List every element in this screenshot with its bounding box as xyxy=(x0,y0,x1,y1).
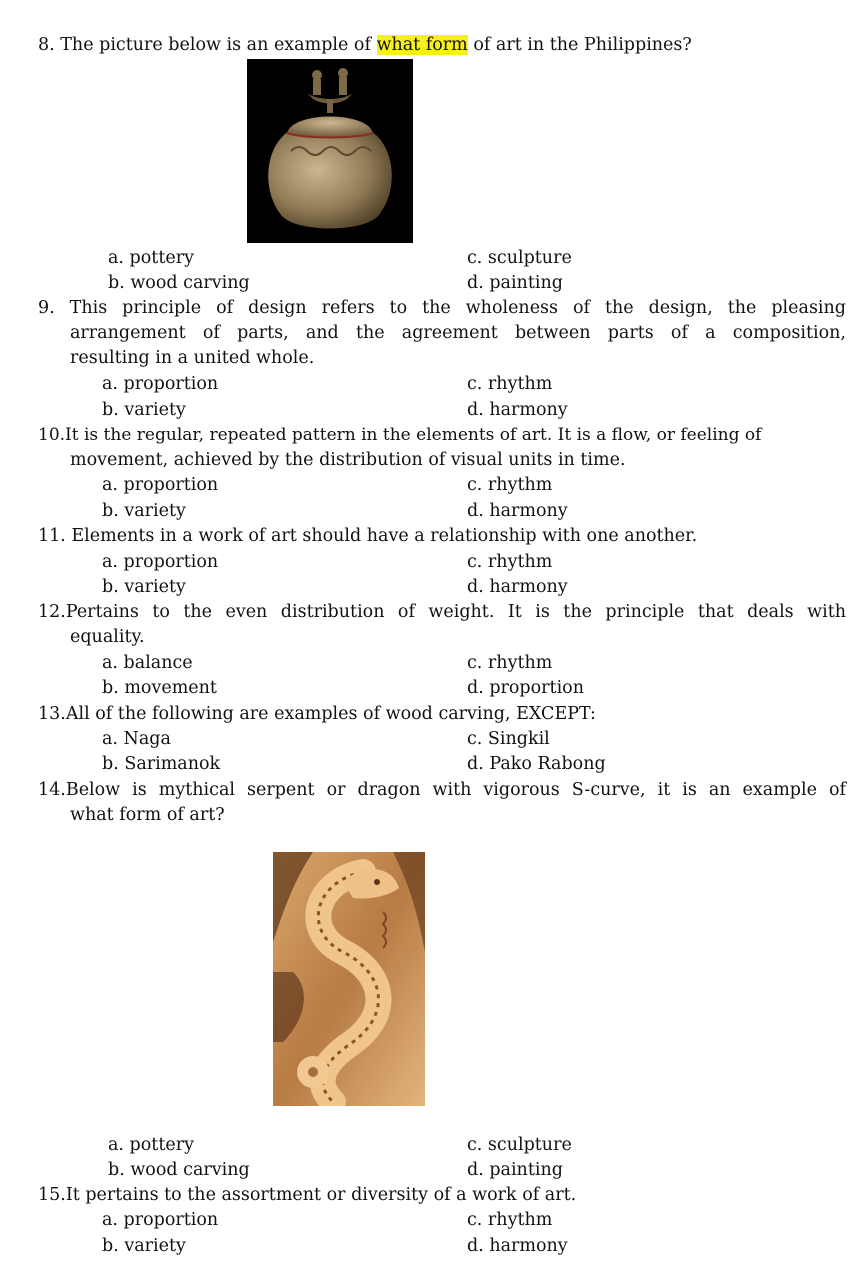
question-14-line-1: 14.Below is mythical serpent or dragon with vigorous S-curve, it is an example of xyxy=(38,780,846,800)
q8-option-b: b. wood carving xyxy=(108,273,250,293)
question-10-line-1: 10.It is the regular, repeated pattern in the elements of art. It is a flow, or feeling of xyxy=(38,425,762,445)
q10-option-b: b. variety xyxy=(102,501,186,521)
question-8-before: 8. The picture below is an example of xyxy=(38,35,377,55)
question-12-line-1: 12.Pertains to the even distribution of weight. It is the principle that deals with xyxy=(38,602,846,622)
q12-option-a: a. balance xyxy=(102,653,193,673)
q15-option-c: c. rhythm xyxy=(467,1210,553,1230)
q11-option-c: c. rhythm xyxy=(467,552,553,572)
question-9-line-1: 9. This principle of design refers to the wholeness of the design, the pleasing xyxy=(38,298,846,318)
q10-option-c: c. rhythm xyxy=(467,475,553,495)
q13-option-b: b. Sarimanok xyxy=(102,754,221,774)
q9-option-a: a. proportion xyxy=(102,374,219,394)
q13-option-c: c. Singkil xyxy=(467,729,550,749)
question-12-line-2: equality. xyxy=(70,627,145,647)
q14-option-a: a. pottery xyxy=(108,1135,194,1155)
q10-option-a: a. proportion xyxy=(102,475,219,495)
question-8-highlight: what form xyxy=(376,35,468,55)
q11-option-b: b. variety xyxy=(102,577,186,597)
q12-option-d: d. proportion xyxy=(467,678,584,698)
q9-option-b: b. variety xyxy=(102,400,186,420)
question-15-line-1: 15.It pertains to the assortment or diversity of a work of art. xyxy=(38,1185,577,1205)
q11-option-d: d. harmony xyxy=(467,577,568,597)
q15-option-d: d. harmony xyxy=(467,1236,568,1256)
q9-option-c: c. rhythm xyxy=(467,374,553,394)
question-13-line-1: 13.All of the following are examples of wood carving, EXCEPT: xyxy=(38,704,596,724)
q13-option-a: a. Naga xyxy=(102,729,171,749)
q8-option-c: c. sculpture xyxy=(467,248,572,268)
question-11-line-1: 11. Elements in a work of art should have a relationship with one another. xyxy=(38,526,698,546)
question-9-line-3: resulting in a united whole. xyxy=(70,348,315,368)
question-14-line-2: what form of art? xyxy=(70,805,225,825)
question-9-line-2: arrangement of parts, and the agreement between parts of a composition, xyxy=(70,323,846,343)
q14-option-c: c. sculpture xyxy=(467,1135,572,1155)
question-10-line-2: movement, achieved by the distribution of visual units in time. xyxy=(70,450,626,470)
q11-option-a: a. proportion xyxy=(102,552,219,572)
q13-option-d: d. Pako Rabong xyxy=(467,754,606,774)
q10-option-d: d. harmony xyxy=(467,501,568,521)
manunggul-jar-image xyxy=(247,59,413,243)
q12-option-b: b. movement xyxy=(102,678,217,698)
q14-option-d: d. painting xyxy=(467,1160,563,1180)
q9-option-d: d. harmony xyxy=(467,400,568,420)
q15-option-a: a. proportion xyxy=(102,1210,219,1230)
question-8-text xyxy=(38,33,692,58)
q15-option-b: b. variety xyxy=(102,1236,186,1256)
q8-option-d: d. painting xyxy=(467,273,563,293)
q14-option-b: b. wood carving xyxy=(108,1160,250,1180)
naga-wood-carving-image xyxy=(273,852,425,1106)
q8-option-a: a. pottery xyxy=(108,248,194,268)
question-8-after: of art in the Philippines? xyxy=(467,35,692,55)
q12-option-c: c. rhythm xyxy=(467,653,553,673)
